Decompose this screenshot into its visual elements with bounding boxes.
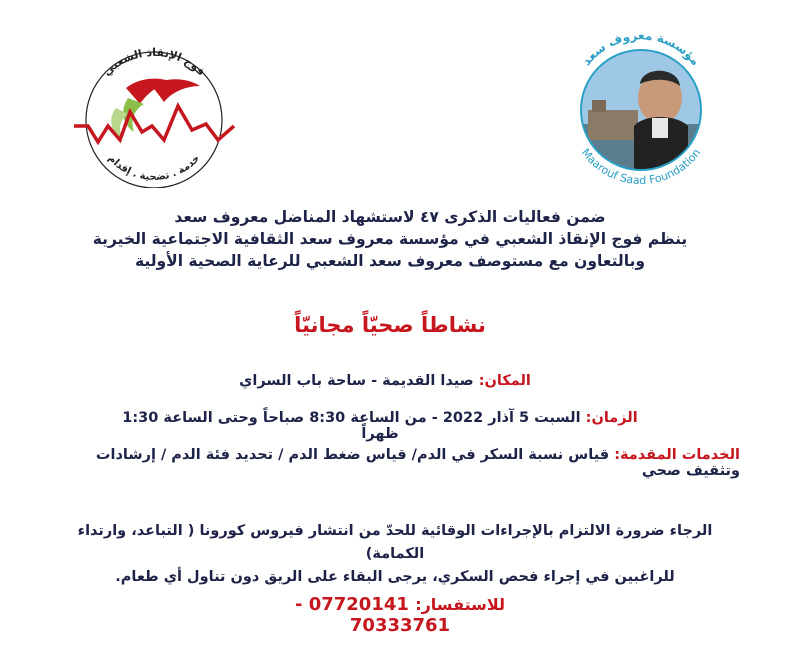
event-headline: نشاطاً صحيّاً مجانيّاً bbox=[294, 313, 486, 337]
svg-text:فوج الإنقاذ الشعبي: فوج الإنقاذ الشعبي bbox=[100, 45, 208, 79]
contact-line bbox=[250, 594, 550, 636]
contact-label: للاستفسار: bbox=[415, 595, 506, 614]
note-line-2: للراغبين في إجراء فحص السكري، يرجى البقاء على الريق دون تناول أي طعام. bbox=[115, 569, 675, 585]
services-value: قياس نسبة السكر في الدم/ قياس ضغط الدم / تحديد فئة الدم / إرشادات وتثقيف صحي bbox=[95, 447, 740, 479]
intro-line-2: ينظم فوج الإنقاذ الشعبي في مؤسسة معروف سعد الثقافية الاجتماعية الخيرية bbox=[92, 230, 688, 248]
contact-numbers: 07720141 - 70333761 bbox=[294, 594, 451, 636]
precautions-note bbox=[55, 520, 735, 589]
time-value: السبت 5 آذار 2022 - من الساعة 8:30 صباحاً وحتى الساعة 1:30 ظهراً bbox=[122, 410, 586, 442]
services-label: الخدمات المقدمة: bbox=[614, 447, 740, 463]
time-line bbox=[110, 410, 650, 442]
place-value: صيدا القديمة - ساحة باب السراي bbox=[239, 373, 479, 389]
rescue-corps-logo bbox=[68, 28, 240, 188]
svg-text:Maarouf Saad Foundation: Maarouf Saad Foundation bbox=[578, 146, 704, 184]
intro-paragraph bbox=[40, 206, 740, 272]
maarouf-saad-foundation-logo bbox=[548, 14, 734, 184]
services-line bbox=[40, 447, 740, 479]
rescue-corps-emblem-icon bbox=[68, 28, 240, 188]
svg-text:خدمة . تضحية . إقدام: خدمة . تضحية . إقدام bbox=[105, 153, 203, 183]
foundation-emblem-icon bbox=[548, 14, 734, 184]
svg-text:مؤسسة معروف سعد: مؤسسة معروف سعد bbox=[579, 28, 703, 69]
intro-line-3: وبالتعاون مع مستوصف معروف سعد الشعبي للرعاية الصحية الأولية bbox=[134, 252, 646, 270]
place-label: المكان: bbox=[478, 373, 531, 389]
intro-line-1: ضمن فعاليات الذكرى ٤٧ لاستشهاد المناضل معروف سعد bbox=[174, 208, 606, 226]
time-label: الزمان: bbox=[585, 410, 638, 426]
place-line bbox=[220, 373, 550, 389]
note-line-1: الرجاء ضرورة الالتزام بالإجراءات الوقائية للحدّ من انتشار فيروس كورونا ( التباعد، وارتداء الكمامة) bbox=[77, 523, 713, 562]
